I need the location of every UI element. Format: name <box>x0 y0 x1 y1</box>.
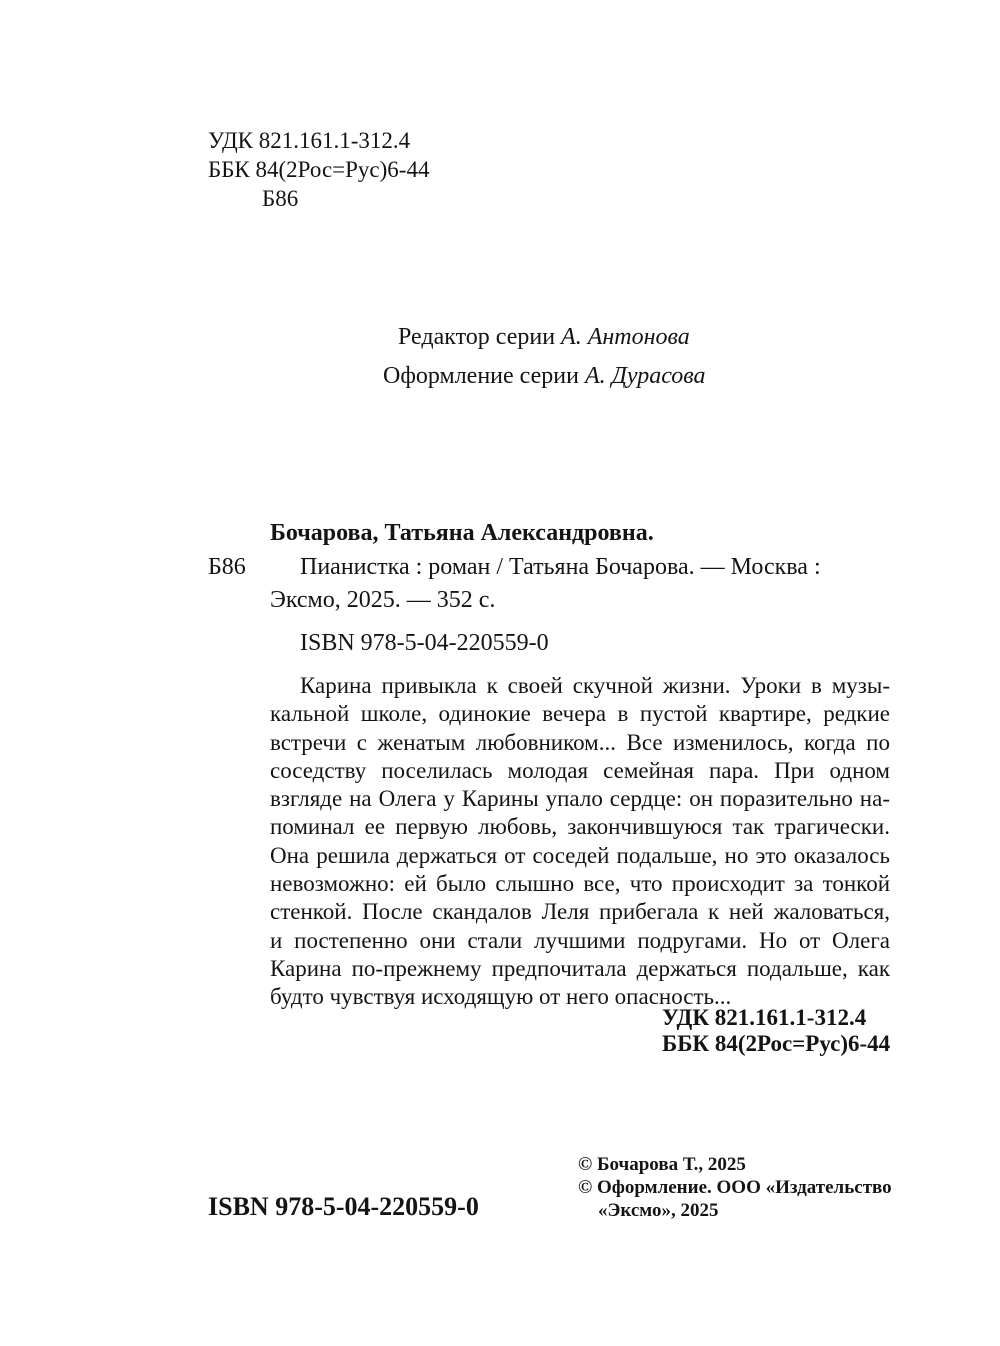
record-title-line: Пианистка : роман / Татьяна Бочарова. — Москва : <box>300 554 821 580</box>
series-design-credit <box>383 361 706 391</box>
annotation-line: будто чувствуя исходящую от него опасность... <box>270 984 732 1010</box>
annotation-line: соседству поселилась молодая семейная пара. При одном <box>270 757 890 783</box>
series-editor-name: А. Антонова <box>561 324 690 350</box>
bbk-code-bottom: ББК 84(2Рос=Рус)6-44 <box>662 1031 891 1056</box>
annotation <box>270 672 890 1012</box>
record-mark: Б86 <box>208 554 246 580</box>
record-author-heading: Бочарова, Татьяна Александровна. <box>270 520 654 546</box>
annotation-line: Карина привыкла к своей скучной жизни. Уроки в музы- <box>300 673 890 698</box>
udk-code-bottom: УДК 821.161.1-312.4 <box>662 1005 867 1030</box>
series-design-label: Оформление серии <box>383 363 579 389</box>
annotation-line: взгляде на Олега у Карины упало сердце: он поразительно на- <box>270 786 890 812</box>
series-design-name: А. Дурасова <box>584 363 706 389</box>
copyright-design-continued: «Эксмо», 2025 <box>598 1200 719 1221</box>
series-editor-credit <box>398 322 690 352</box>
copyright-author: © Бочарова Т., 2025 <box>578 1154 746 1175</box>
annotation-line: кальной школе, одинокие вечера в пустой квартире, редкие <box>270 701 890 727</box>
annotation-line: невозможно: ей было слышно все, что происходит за тонкой <box>270 871 890 897</box>
annotation-line: поминал ее первую любовь, закончившуюся так трагически. <box>270 814 890 840</box>
annotation-line: встречи с женатым любовником... Все изменилось, когда по <box>270 729 890 755</box>
bbk-code: ББК 84(2Рос=Рус)6-44 <box>208 157 430 182</box>
udk-code: УДК 821.161.1-312.4 <box>208 128 411 153</box>
copyright-design: © Оформление. ООО «Издательство <box>578 1177 892 1198</box>
annotation-line: стенкой. После скандалов Леля прибегала к ней жаловаться, <box>270 899 890 925</box>
record-isbn: ISBN 978-5-04-220559-0 <box>300 630 549 656</box>
author-mark: Б86 <box>262 186 299 211</box>
annotation-line: Карина по-прежнему предпочитала держаться подальше, как <box>270 955 890 981</box>
record-publisher-line: Эксмо, 2025. — 352 с. <box>270 587 496 613</box>
annotation-line: Она решила держаться от соседей подальше, но это оказалось <box>270 842 890 868</box>
series-editor-label: Редактор серии <box>398 324 556 350</box>
footer-isbn: ISBN 978-5-04-220559-0 <box>208 1192 479 1221</box>
annotation-line: и постепенно они стали лучшими подругами. Но от Олега <box>270 927 890 953</box>
